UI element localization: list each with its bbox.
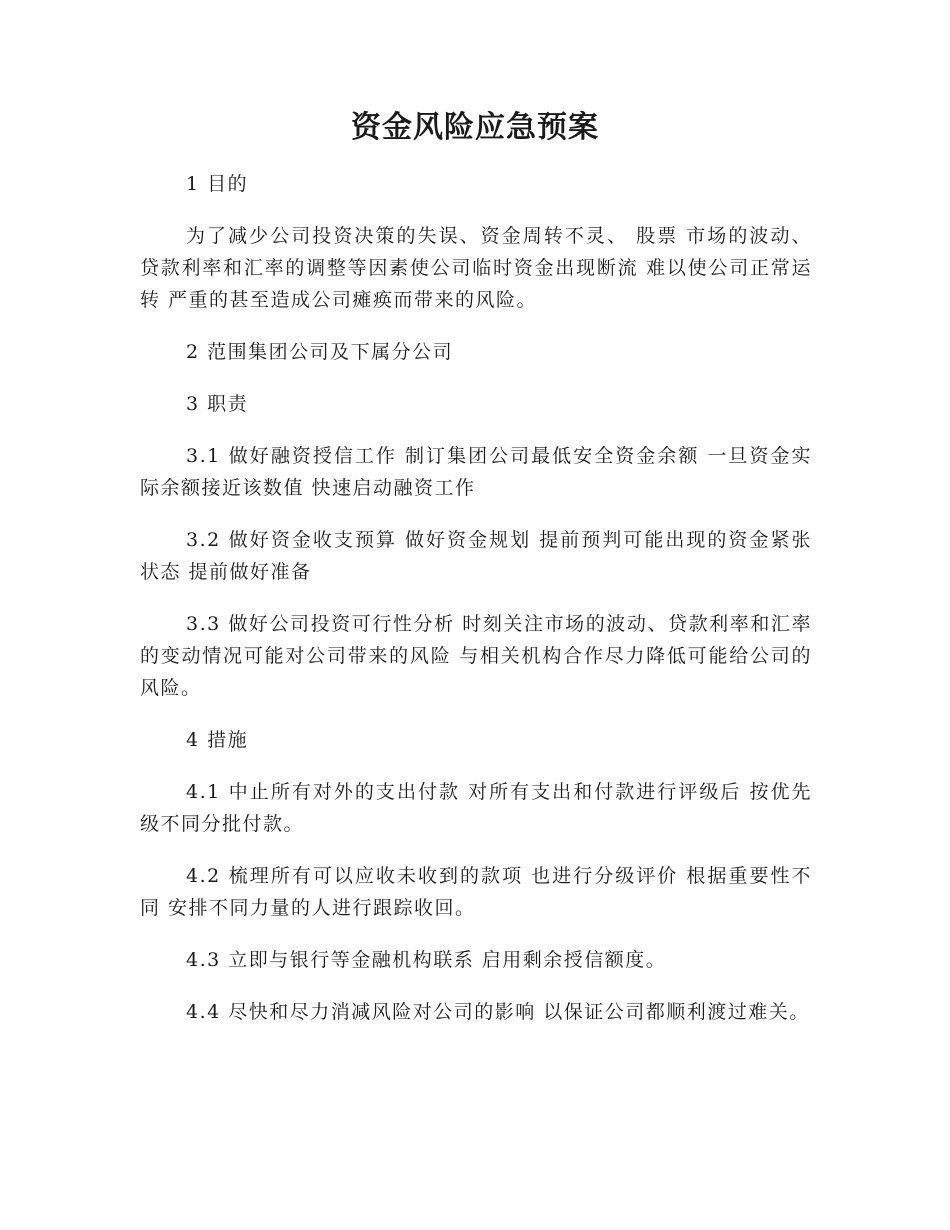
section-heading-measures: 4 措施 (186, 729, 249, 751)
measure-item-4-1: 4.1 中止所有对外的支出付款 对所有支出和付款进行评级后 按优先级不同分批付款。 (140, 781, 812, 835)
purpose-paragraph: 为了减少公司投资决策的失误、资金周转不灵、 股票 市场的波动、贷款利率和汇率的调整等因素使公司临时资金出现断流 难以使公司正常运转 严重的甚至造成公司瘫痪而带来的风险。 (140, 225, 812, 311)
measure-item-4-2: 4.2 梳理所有可以应收未收到的款项 也进行分级评价 根据重要性不同 安排不同力量的人进行跟踪收回。 (140, 865, 812, 919)
document-body (140, 168, 812, 1048)
section-heading-purpose: 1 目的 (186, 173, 249, 195)
duty-item-3-2: 3.2 做好资金收支预算 做好资金规划 提前预判可能出现的资金紧张状态 提前做好准备 (140, 529, 812, 583)
duty-item-3-3: 3.3 做好公司投资可行性分析 时刻关注市场的波动、贷款利率和汇率的变动情况可能对公司带来的风险 与相关机构合作尽力降低可能给公司的风险。 (140, 613, 812, 699)
section-heading-duties: 3 职责 (186, 393, 249, 415)
measure-item-4-4: 4.4 尽快和尽力消减风险对公司的影响 以保证公司都顺利渡过难关。 (186, 1001, 810, 1023)
duty-item-3-1: 3.1 做好融资授信工作 制订集团公司最低安全资金余额 一旦资金实际余额接近该数值 快速启动融资工作 (140, 445, 812, 499)
measure-item-4-3: 4.3 立即与银行等金融机构联系 启用剩余授信额度。 (186, 949, 667, 971)
section-heading-scope: 2 范围集团公司及下属分公司 (186, 341, 454, 363)
document-title: 资金风险应急预案 (351, 110, 599, 145)
